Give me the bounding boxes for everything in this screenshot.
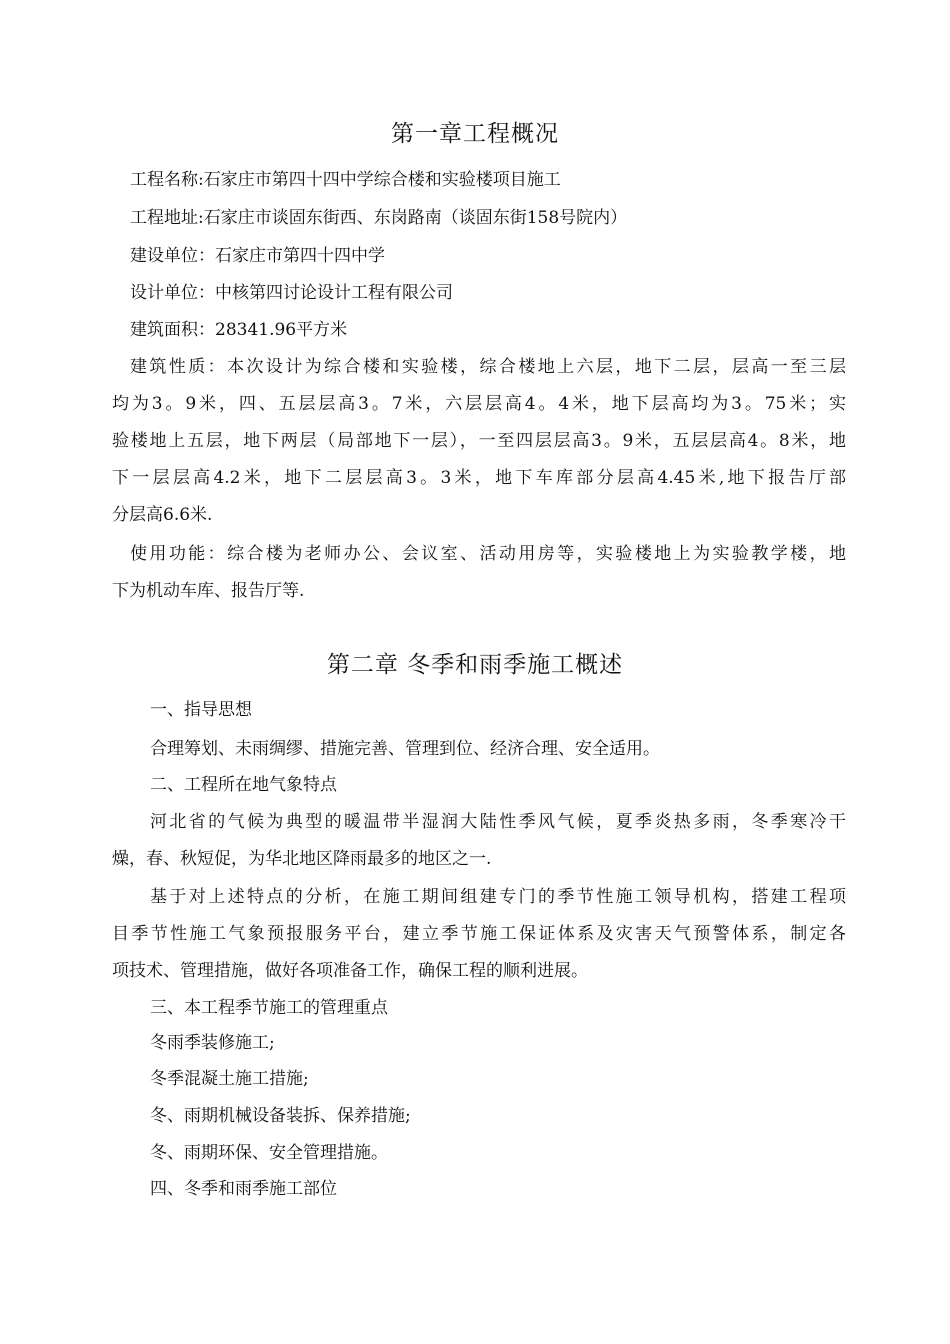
builder-unit: 建设单位：石家庄市第四十四中学 xyxy=(130,246,385,266)
nature-line-2: 均为3。9米，四、五层层高3。7米，六层层高4。4米，地下层高均为3。75米；实 xyxy=(112,394,846,414)
designer-unit: 设计单位：中核第四讨论设计工程有限公司 xyxy=(130,283,453,303)
nature-line-4: 下一层层高4.2米，地下二层层高3。3米，地下车库部分层高4.45米,地下报告厅部 xyxy=(112,468,846,488)
function-line-1: 使用功能：综合楼为老师办公、会议室、活动用房等，实验楼地上为实验教学楼，地 xyxy=(130,544,846,564)
focus-item: 冬雨季装修施工; xyxy=(150,1033,275,1053)
climate-line-2: 燥，春、秋短促，为华北地区降雨最多的地区之一. xyxy=(112,849,492,869)
project-address: 工程地址:石家庄市谈固东街西、东岗路南（谈固东街158号院内） xyxy=(130,208,628,228)
analysis-line-1: 基于对上述特点的分析，在施工期间组建专门的季节性施工领导机构，搭建工程项 xyxy=(150,887,846,907)
building-area: 建筑面积：28341.96平方米 xyxy=(130,320,348,340)
nature-line-5: 分层高6.6米. xyxy=(112,505,213,525)
section-3-heading: 三、本工程季节施工的管理重点 xyxy=(150,998,388,1018)
focus-item: 冬、雨期环保、安全管理措施。 xyxy=(150,1143,388,1163)
chapter-2-title: 第二章 冬季和雨季施工概述 xyxy=(326,652,624,678)
chapter-1-title: 第一章工程概况 xyxy=(391,121,559,147)
nature-line-3: 验楼地上五层，地下两层（局部地下一层），一至四层层高3。9米，五层层高4。8米，地 xyxy=(112,431,846,451)
function-line-2: 下为机动车库、报告厅等. xyxy=(112,581,305,601)
section-2-heading: 二、工程所在地气象特点 xyxy=(150,775,337,795)
section-1-heading: 一、指导思想 xyxy=(150,700,252,720)
analysis-line-3: 项技术、管理措施，做好各项准备工作，确保工程的顺利进展。 xyxy=(112,961,588,981)
section-1-text: 合理筹划、未雨绸缪、措施完善、管理到位、经济合理、安全适用。 xyxy=(150,739,660,759)
focus-item: 冬、雨期机械设备装拆、保养措施; xyxy=(150,1106,411,1126)
section-4-heading: 四、冬季和雨季施工部位 xyxy=(150,1179,337,1199)
analysis-line-2: 目季节性施工气象预报服务平台，建立季节施工保证体系及灾害天气预警体系，制定各 xyxy=(112,924,846,944)
focus-item: 冬季混凝土施工措施; xyxy=(150,1069,309,1089)
project-name: 工程名称:石家庄市第四十四中学综合楼和实验楼项目施工 xyxy=(130,170,561,190)
nature-line-1: 建筑性质：本次设计为综合楼和实验楼，综合楼地上六层，地下二层，层高一至三层 xyxy=(130,357,846,377)
climate-line-1: 河北省的气候为典型的暖温带半湿润大陆性季风气候，夏季炎热多雨，冬季寒冷干 xyxy=(150,812,846,832)
